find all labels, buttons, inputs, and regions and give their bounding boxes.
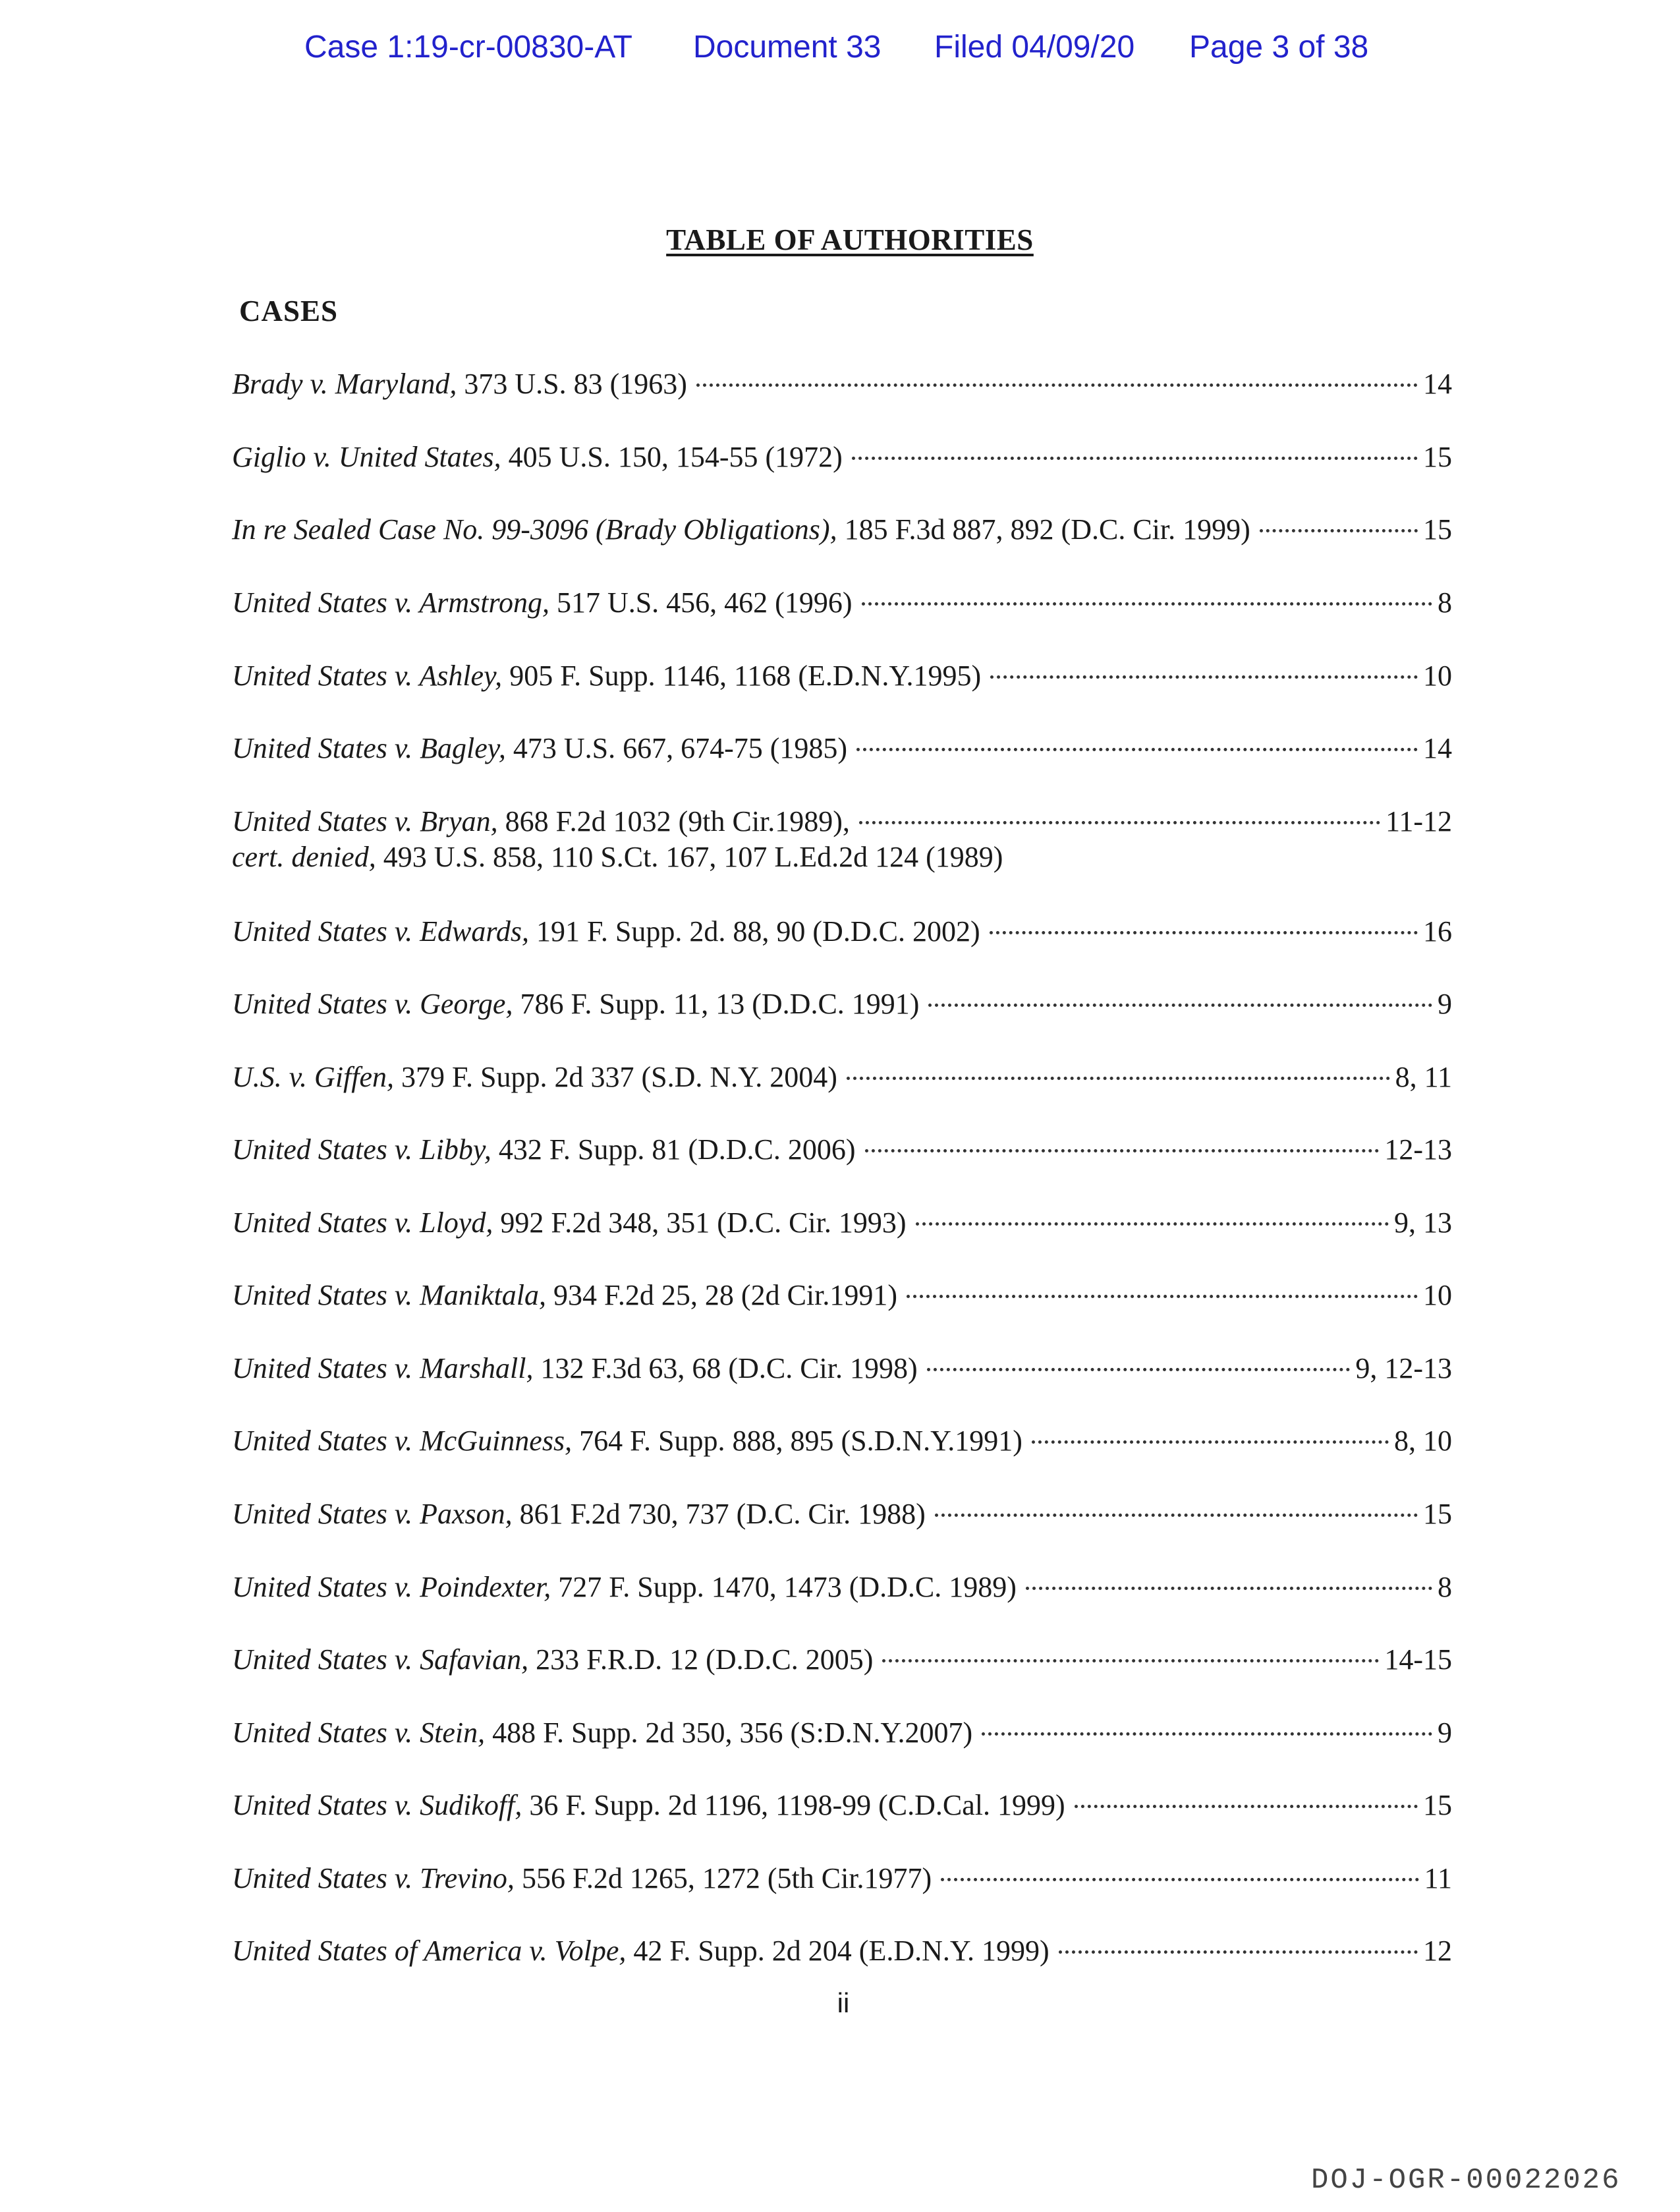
dot-leader <box>927 1368 1351 1371</box>
case-name: United States of America v. Volpe, <box>232 1935 627 1967</box>
page-reference: 15 <box>1423 1498 1452 1530</box>
citation <box>232 1204 907 1242</box>
page-reference: 14 <box>1423 732 1452 764</box>
dot-leader <box>907 1295 1418 1298</box>
page-reference: 9 <box>1438 988 1452 1020</box>
authority-entry <box>232 1276 1452 1329</box>
citation-subsequent-history <box>232 838 1452 876</box>
page-reference: 8 <box>1438 586 1452 619</box>
page-reference: 12 <box>1423 1935 1452 1967</box>
authority-entry <box>232 438 1452 491</box>
citation-reference: 868 F.2d 1032 (9th Cir.1989), <box>497 805 850 837</box>
case-name: United States v. Trevino, <box>232 1862 515 1894</box>
dot-leader <box>941 1878 1418 1881</box>
page-reference: 9, 12-13 <box>1355 1352 1452 1384</box>
citation-reference: 432 F. Supp. 81 (D.D.C. 2006) <box>491 1133 856 1166</box>
authority-entry <box>232 1786 1452 1839</box>
citation-reference: 473 U.S. 667, 674-75 (1985) <box>505 732 848 764</box>
citation <box>232 1131 856 1169</box>
page-reference: 11-12 <box>1385 805 1452 837</box>
case-name: U.S. v. Giffen, <box>232 1061 395 1093</box>
case-name: United States v. Sudikoff, <box>232 1789 522 1821</box>
dot-leader <box>916 1222 1389 1226</box>
citation-reference: 191 F. Supp. 2d. 88, 90 (D.D.C. 2002) <box>528 915 980 948</box>
header-page-count: Page 3 of 38 <box>1189 30 1369 65</box>
case-name: Brady v. Maryland, <box>232 368 457 400</box>
dot-leader <box>696 383 1418 387</box>
case-name: Giglio v. United States, <box>232 441 501 473</box>
citation <box>232 985 919 1023</box>
citation <box>232 365 687 403</box>
authority-entry <box>232 1058 1452 1111</box>
citation <box>232 438 843 476</box>
case-name: United States v. Lloyd, <box>232 1206 493 1239</box>
citation <box>232 1495 926 1533</box>
document-header <box>0 29 1680 75</box>
citation <box>232 803 850 841</box>
case-name: United States v. Stein, <box>232 1716 486 1749</box>
authority-entry <box>232 1204 1452 1257</box>
dot-leader <box>1059 1950 1418 1954</box>
page-reference: 14 <box>1423 368 1452 400</box>
authority-entry <box>232 1859 1452 1912</box>
case-name: United States v. Poindexter, <box>232 1571 551 1603</box>
citation <box>232 657 981 695</box>
page-reference: 8, 10 <box>1394 1425 1452 1457</box>
citation <box>232 1349 918 1388</box>
authority-entry <box>232 365 1452 418</box>
citation-reference: 132 F.3d 63, 68 (D.C. Cir. 1998) <box>533 1352 918 1384</box>
dot-leader <box>847 1077 1390 1080</box>
authority-entry <box>232 1422 1452 1475</box>
dot-leader <box>1075 1805 1418 1808</box>
citation <box>232 1568 1017 1606</box>
citation-reference: 727 F. Supp. 1470, 1473 (D.D.C. 1989) <box>551 1571 1017 1603</box>
citation <box>232 1786 1065 1825</box>
bates-number: DOJ-OGR-00022026 <box>1311 2164 1621 2197</box>
page-reference: 9 <box>1438 1716 1452 1749</box>
authority-entry <box>232 913 1452 965</box>
authority-entry <box>232 1131 1452 1183</box>
dot-leader <box>852 457 1418 460</box>
case-name: United States v. Bagley, <box>232 732 506 764</box>
dot-leader <box>990 675 1418 679</box>
case-name: United States v. Edwards, <box>232 915 529 948</box>
authority-entry <box>232 985 1452 1038</box>
case-name: United States v. Marshall, <box>232 1352 534 1384</box>
dot-leader <box>1026 1587 1432 1590</box>
authority-entry <box>232 1495 1452 1548</box>
case-name: United States v. Bryan, <box>232 805 498 837</box>
page-reference: 8 <box>1438 1571 1452 1603</box>
citation <box>232 1641 873 1679</box>
citation-reference: 379 F. Supp. 2d 337 (S.D. N.Y. 2004) <box>394 1061 837 1093</box>
citation <box>232 1058 837 1096</box>
dot-leader <box>990 931 1418 934</box>
dot-leader <box>1032 1440 1389 1444</box>
dot-leader <box>859 821 1380 824</box>
page-reference: 11 <box>1424 1862 1452 1894</box>
header-filed-date: Filed 04/09/20 <box>934 30 1135 65</box>
case-name: United States v. Paxson, <box>232 1498 513 1530</box>
dot-leader <box>882 1659 1379 1662</box>
section-heading-cases: CASES <box>239 295 339 327</box>
authority-entry <box>232 1349 1452 1402</box>
citation-reference: 36 F. Supp. 2d 1196, 1198-99 (C.D.Cal. 1999) <box>522 1789 1065 1821</box>
citation-reference: 934 F.2d 25, 28 (2d Cir.1991) <box>546 1279 898 1311</box>
authority-entry <box>232 1932 1452 1985</box>
history-signal: cert. denied, <box>232 841 376 873</box>
page-reference: 16 <box>1423 915 1452 948</box>
case-name: United States v. Libby, <box>232 1133 491 1166</box>
page-reference: 15 <box>1423 513 1452 546</box>
citation-reference: 905 F. Supp. 1146, 1168 (E.D.N.Y.1995) <box>502 660 982 692</box>
case-name: United States v. Armstrong, <box>232 586 549 619</box>
citation-reference: 42 F. Supp. 2d 204 (E.D.N.Y. 1999) <box>626 1935 1050 1967</box>
authority-entry <box>232 1714 1452 1767</box>
authority-entry <box>232 1568 1452 1621</box>
page-number: ii <box>837 1987 850 2018</box>
citation-reference: 861 F.2d 730, 737 (D.C. Cir. 1988) <box>512 1498 926 1530</box>
case-name: United States v. McGuinness, <box>232 1425 573 1457</box>
case-name: United States v. Ashley, <box>232 660 503 692</box>
page-title: TABLE OF AUTHORITIES <box>666 223 1034 256</box>
history-reference: 493 U.S. 858, 110 S.Ct. 167, 107 L.Ed.2d 124 (1989) <box>376 841 1003 873</box>
citation-reference: 556 F.2d 1265, 1272 (5th Cir.1977) <box>514 1862 932 1894</box>
citation <box>232 913 980 951</box>
citation <box>232 1859 932 1898</box>
citation <box>232 1422 1022 1460</box>
citation-reference: 786 F. Supp. 11, 13 (D.D.C. 1991) <box>513 988 920 1020</box>
case-name: United States v. George, <box>232 988 513 1020</box>
page-reference: 12-13 <box>1384 1133 1452 1166</box>
dot-leader <box>1260 529 1418 532</box>
citation <box>232 1276 897 1315</box>
authority-entry <box>232 657 1452 710</box>
dot-leader <box>865 1149 1380 1152</box>
authority-entry <box>232 803 1452 888</box>
citation <box>232 584 853 622</box>
header-case-number: Case 1:19-cr-00830-AT <box>304 30 632 65</box>
authority-entry <box>232 729 1452 782</box>
citation <box>232 511 1250 549</box>
citation <box>232 1932 1050 1970</box>
authority-entry <box>232 511 1452 563</box>
citation <box>232 1714 972 1752</box>
citation-reference: 233 F.R.D. 12 (D.D.C. 2005) <box>528 1643 874 1676</box>
dot-leader <box>935 1514 1418 1517</box>
citation-reference: 405 U.S. 150, 154-55 (1972) <box>501 441 843 473</box>
page-reference: 9, 13 <box>1394 1206 1452 1239</box>
page-reference: 10 <box>1423 660 1452 692</box>
page-reference: 8, 11 <box>1395 1061 1452 1093</box>
page-reference: 10 <box>1423 1279 1452 1311</box>
dot-leader <box>856 748 1418 751</box>
page-reference: 14-15 <box>1384 1643 1452 1676</box>
dot-leader <box>982 1732 1432 1736</box>
case-name: United States v. Maniktala, <box>232 1279 546 1311</box>
citation-reference: 373 U.S. 83 (1963) <box>457 368 687 400</box>
citation-reference: 764 F. Supp. 888, 895 (S.D.N.Y.1991) <box>572 1425 1022 1457</box>
authority-entry <box>232 584 1452 637</box>
citation-reference: 185 F.3d 887, 892 (D.C. Cir. 1999) <box>837 513 1250 546</box>
case-name: United States v. Safavian, <box>232 1643 529 1676</box>
citation <box>232 729 847 768</box>
authority-entry <box>232 1641 1452 1693</box>
citation-reference: 992 F.2d 348, 351 (D.C. Cir. 1993) <box>493 1206 907 1239</box>
page-reference: 15 <box>1423 1789 1452 1821</box>
case-name: In re Sealed Case No. 99-3096 (Brady Obligations), <box>232 513 837 546</box>
citation-reference: 488 F. Supp. 2d 350, 356 (S:D.N.Y.2007) <box>485 1716 973 1749</box>
dot-leader <box>928 1004 1432 1007</box>
header-document-number: Document 33 <box>693 30 882 65</box>
citation-reference: 517 U.S. 456, 462 (1996) <box>549 586 853 619</box>
dot-leader <box>862 602 1433 606</box>
page-reference: 15 <box>1423 441 1452 473</box>
